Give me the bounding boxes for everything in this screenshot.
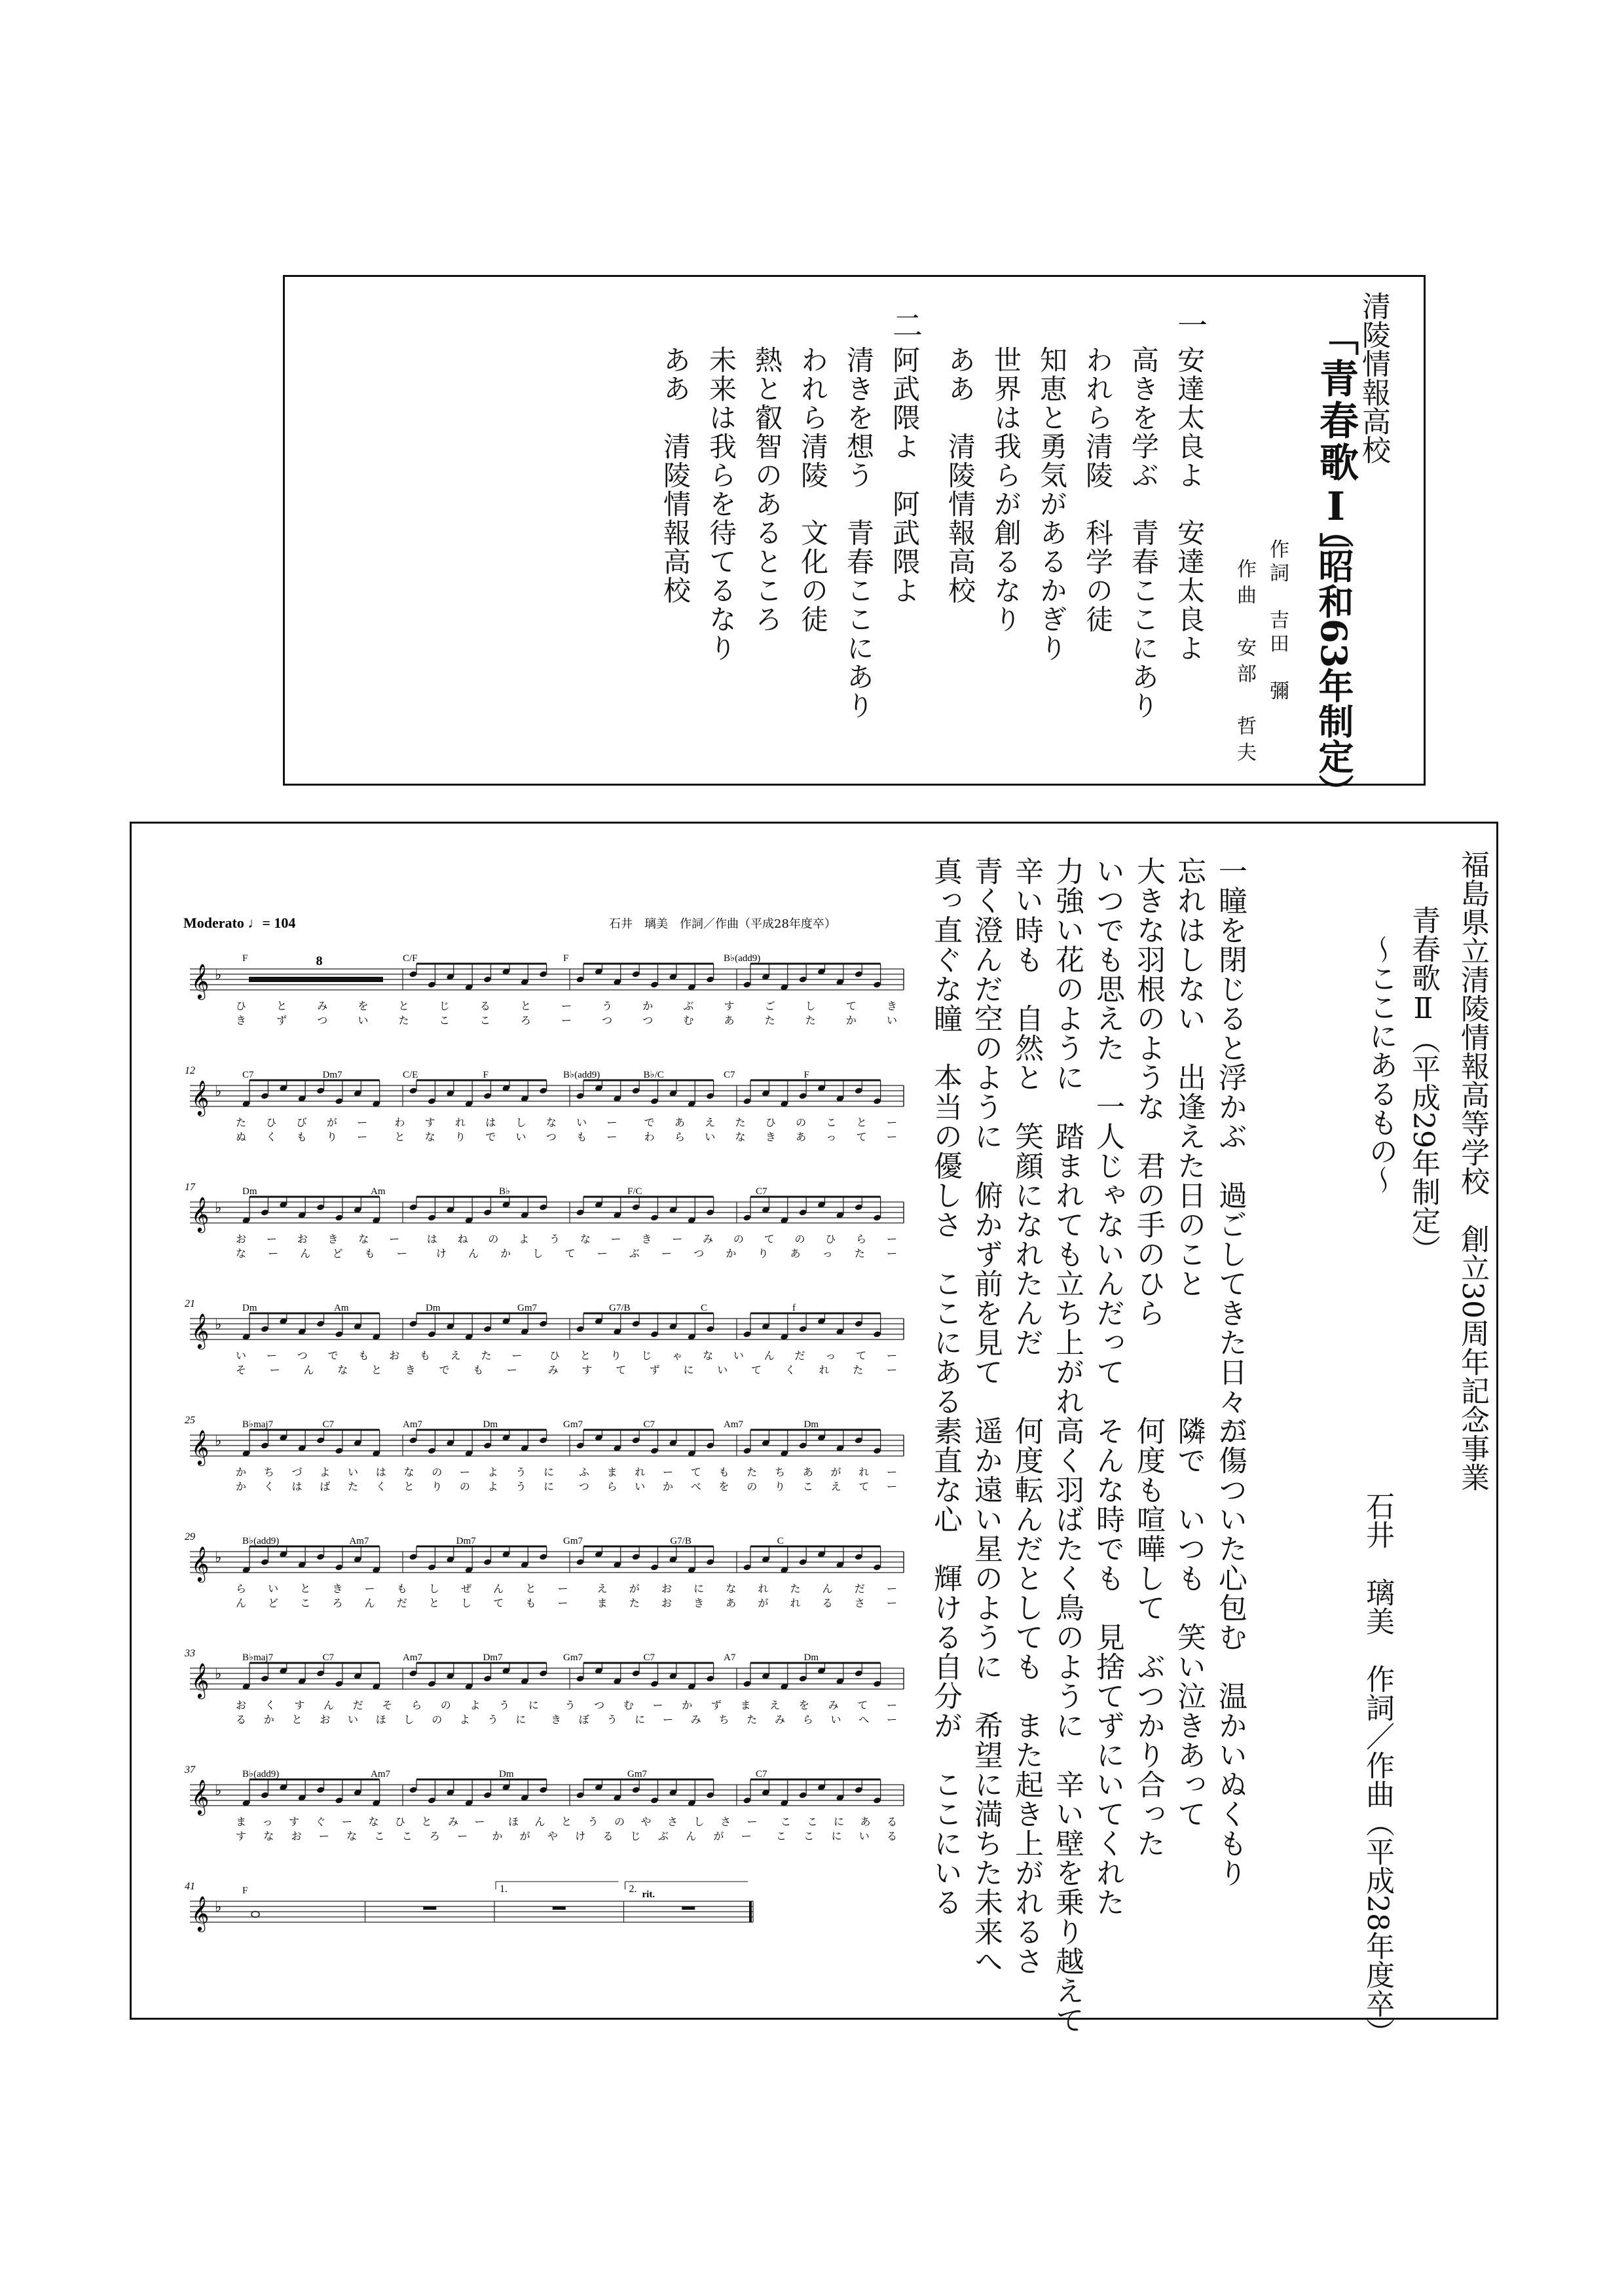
chord-symbol: A7 [724,1652,736,1663]
chord-symbol: B♭/C [643,1070,664,1080]
song2-verse2-line: そんな時でも 見捨てずにいてくれた [1091,1416,1124,1917]
chord-symbol: G7/B [670,1536,692,1546]
song1-verse2-line: 未来は我らを待てるなり [705,346,737,663]
chord-symbol: Dm [499,1769,514,1779]
lyric-line: か ち づ よ い は な の ー よ う に ふ ま れ ー て も た ち あ が れ ー [236,1466,897,1478]
chord-symbol: C7 [242,1070,254,1080]
song2-subtitle: 〜ここにあるもの〜 [1364,935,1397,1194]
chord-symbol: F [483,1070,489,1080]
song1-verse2-line: 熱と叡智のあるところ [751,346,783,634]
chord-symbol: Dm7 [483,1652,503,1663]
chord-symbol: B♭maj7 [242,1419,274,1430]
key-flat: ♭ [215,967,222,983]
song2-verse1-line: 力強い花のように 踏まれても立ち上がれ [1050,856,1084,1416]
song2-title: 青春歌Ⅱ（平成29年制定） [1407,905,1440,1264]
treble-clef: 𝄞 [191,1779,210,1814]
rest-count: 8 [316,954,323,968]
song1-verse1-line: ああ 清陵情報高校 [944,346,976,605]
chord-symbol: B♭(add9) [242,1769,280,1779]
song1-verse1-line: 安達太良よ 安達太良よ [1173,346,1206,663]
chord-symbol: Am7 [371,1769,390,1779]
lyric-line: な ー ん ど も ー け ん か し て ー ぶ ー つ か り あ っ た ー [236,1247,897,1260]
lyric-line: か く は ば た く と り の よ う に つ ら い か べ を の り こ え て ー [236,1480,897,1493]
song2-verse1-line: 一瞳を閉じると浮かぶ 過ごしてきた日々が [1213,856,1247,1446]
song1-verse2-line: ああ 清陵情報高校 [659,346,692,605]
sheet-music [177,913,917,1967]
song2-credit: 石井 璃美 作詞／作曲（平成28年度卒） [1361,1491,1394,2047]
measure-number: 37 [185,1764,195,1776]
chord-symbol: C/E [403,1070,418,1080]
chord-symbol: B♭ [499,1186,511,1197]
key-flat: ♭ [215,1433,222,1449]
chord-symbol: Am7 [403,1652,422,1663]
lyric-line: す な お ー な こ こ ろ ー か が や け る じ ぶ ん が ー こ こ に い る [236,1830,897,1842]
chord-symbol: G7/B [609,1303,631,1313]
song2-verse1-line: 辛い時も 自然と 笑顔になれたんだ [1010,856,1043,1357]
chord-symbol: Dm7 [322,1070,342,1080]
song1-verse1-line: 知恵と勇気があるかぎり [1036,346,1068,663]
key-flat: ♭ [215,1783,222,1799]
chord-symbol: Dm [242,1303,257,1313]
song1-verse2-line: 清きを想う 青春ここにあり [843,346,875,720]
song2-verse1-line: 青く澄んだ空のように 俯かず前を見て [969,856,1003,1387]
treble-clef: 𝄞 [191,1313,210,1348]
song2-verse2-line: 何度も喧嘩して ぶつかり合った [1132,1416,1165,1858]
chord-symbol: C7 [322,1419,335,1430]
chord-symbol: C7 [756,1186,767,1197]
chord-symbol: Gm7 [563,1652,583,1663]
whole-rest [423,1906,436,1910]
song1-verse1-line: 世界は我らが創るなり [990,346,1022,634]
song1-verse2-marker: 二 [888,310,923,341]
ending-2: 2. [629,1884,637,1895]
chord-symbol: Gm7 [517,1303,537,1313]
chord-symbol: Dm [242,1186,257,1197]
song1-school-header: 清陵情報高校 [1357,291,1390,464]
treble-clef: 𝄞 [191,1429,210,1465]
treble-clef: 𝄞 [191,1662,210,1698]
measure-number: 41 [185,1881,195,1892]
chord-symbol: Dm [803,1652,819,1663]
chord-symbol: Am [371,1186,386,1197]
score-systems [184,953,904,1932]
chord-symbol: B♭maj7 [242,1652,274,1663]
chord-symbol: Dm7 [456,1536,476,1546]
lyric-line: ひ と み を と じ る と ー う か ぶ す ご し て き [236,1000,897,1012]
chord-symbol: C [701,1303,708,1313]
key-flat: ♭ [215,1550,222,1566]
chord-symbol: C7 [643,1652,655,1663]
measure-number: 33 [185,1648,195,1659]
chord-symbol: C7 [643,1419,655,1430]
chord-symbol: F [242,953,248,964]
chord-symbol: B♭(add9) [242,1536,280,1546]
treble-clef: 𝄞 [191,1895,210,1931]
whole-rest [682,1906,695,1910]
lyric-line: そ ー ん な と き で も ー み す て ず に い て く れ た ー [236,1364,897,1376]
lyric-line: ん ど こ ろ ん だ と し て も ー ま た お き あ が れ る さ ー [236,1597,897,1609]
treble-clef: 𝄞 [191,963,210,998]
chord-symbol: f [792,1303,796,1313]
key-flat: ♭ [215,1200,222,1216]
song2-verse2-line: 素直な心 輝ける自分が ここにいる [929,1416,962,1917]
score-tempo: Moderato ♩= 104 [183,915,296,931]
measure-number: 12 [185,1065,195,1076]
chord-symbol: F/C [627,1186,642,1197]
chord-symbol: Am7 [724,1419,743,1430]
chord-symbol: Dm [803,1419,819,1430]
multi-measure-rest [249,977,383,982]
chord-symbol: F [803,1070,809,1080]
score-credit: 石井 璃美 作詞／作曲（平成28年度卒） [609,917,836,931]
song1-verse1-line: われら清陵 科学の徒 [1082,346,1114,634]
chord-symbol: Gm7 [563,1419,583,1430]
lyric-line: い ー つ で も お も え た ー ひ と り じ ゃ な い ん だ っ て ー [236,1349,897,1362]
measure-number: 21 [185,1298,195,1309]
lyric-line: ま っ す ぐ ー な ひ と み ー ほ ん と う の や さ し さ ー こ こ に あ る [236,1815,897,1828]
key-flat: ♭ [215,1084,222,1100]
chord-symbol: Gm7 [563,1536,583,1546]
treble-clef: 𝄞 [191,1196,210,1231]
lyric-line: お ー お き な ー は ね の よ う な ー き ー み の て の ひ ら ー [236,1233,897,1245]
song1-verse2-line: われら清陵 文化の徒 [797,346,829,634]
key-flat: ♭ [215,1317,222,1333]
song2-verse1-line: 大きな羽根のような 君の手のひら [1132,856,1165,1328]
chord-symbol: F [242,1886,248,1896]
ending-1: 1. [500,1884,507,1895]
lyric-line: お く す ん だ そ ら の よ う に う つ む ー か ず ま え を み て ー [236,1699,897,1711]
chord-symbol: Am7 [403,1419,422,1430]
song1-verse1-marker: 一 [1173,310,1208,341]
measure-number: 25 [185,1415,195,1426]
chord-symbol: C7 [756,1769,767,1779]
song2-verse2-line: 二傷ついた心包む 温かいぬくもり [1213,1416,1247,1887]
song2-verse2-line: 遥か遠い星のように 希望に満ちた未来へ [969,1416,1003,1976]
chord-symbol: Am [334,1303,349,1313]
song1-box [283,275,1426,810]
chord-symbol: Dm [483,1419,498,1430]
chord-symbol: B♭(add9) [724,953,761,964]
whole-rest [553,1906,566,1910]
chord-symbol: Am7 [349,1536,369,1546]
key-flat: ♭ [215,1666,222,1683]
song2-verse1-line: 真っ直ぐな瞳 本当の優しさ ここにある [929,856,962,1416]
song1-title: 「青春歌Ⅰ」 [1313,316,1359,574]
key-flat: ♭ [215,1899,222,1916]
chord-symbol: C [777,1536,784,1546]
chord-symbol: Gm7 [627,1769,647,1779]
chord-symbol: C7 [724,1070,735,1080]
song2-verse2-line: 隣で いつも 笑い泣きあって [1172,1416,1206,1829]
chord-symbol: F [563,953,569,964]
measure-number: 17 [185,1182,195,1193]
note-head [251,1912,259,1918]
measure-number: 29 [185,1531,195,1542]
treble-clef: 𝄞 [191,1546,210,1581]
song1-lyricist: 作詞 吉田 彌 [1266,539,1289,704]
song1-verse1-line: 高きを学ぶ 青春ここにあり [1128,346,1160,720]
song2-verse1-line: 忘れはしない 出逢えた日のこと [1172,856,1206,1298]
song2-header: 福島県立清陵情報高等学校 創立30周年記念事業 [1456,850,1489,1491]
song2-verse1-line: いつでも思えた 一人じゃないんだって [1091,856,1124,1387]
lyric-line: ぬ く も り ー と な り で い つ も ー わ ら い な き あ っ て ー [236,1131,897,1143]
rit-marking: rit. [642,1889,655,1900]
song2-verse2-line: 何度転んだとしても また起き上がれるさ [1010,1416,1043,1976]
song1-enacted: （昭和63年制定） [1313,513,1355,810]
lyric-line: き ず つ い た こ こ ろ ー つ つ む あ た た か い [236,1014,897,1027]
song2-verse2-line: 高く羽ばたく鳥のように 辛い壁を乗り越えて [1050,1416,1084,2035]
lyric-line: た ひ び が ー わ す れ は し な い ー で あ え た ひ の こ と ー [236,1116,897,1129]
lyric-line: る か と お い ほ し の よ う に き ぼ う に ー み ち た み ら い へ ー [236,1713,897,1726]
song1-composer: 作曲 安部 哲夫 [1233,558,1256,768]
chord-symbol: B♭(add9) [563,1070,600,1080]
chord-symbol: C/F [403,953,418,964]
chord-symbol: C7 [322,1652,335,1663]
song1-verse2-line: 阿武隈よ 阿武隈よ [889,346,921,605]
treble-clef: 𝄞 [191,1080,210,1115]
chord-symbol: Dm [426,1303,441,1313]
lyric-line: ら い と き ー も し ぜ ん と ー え が お に な れ た ん だ ー [236,1582,897,1595]
